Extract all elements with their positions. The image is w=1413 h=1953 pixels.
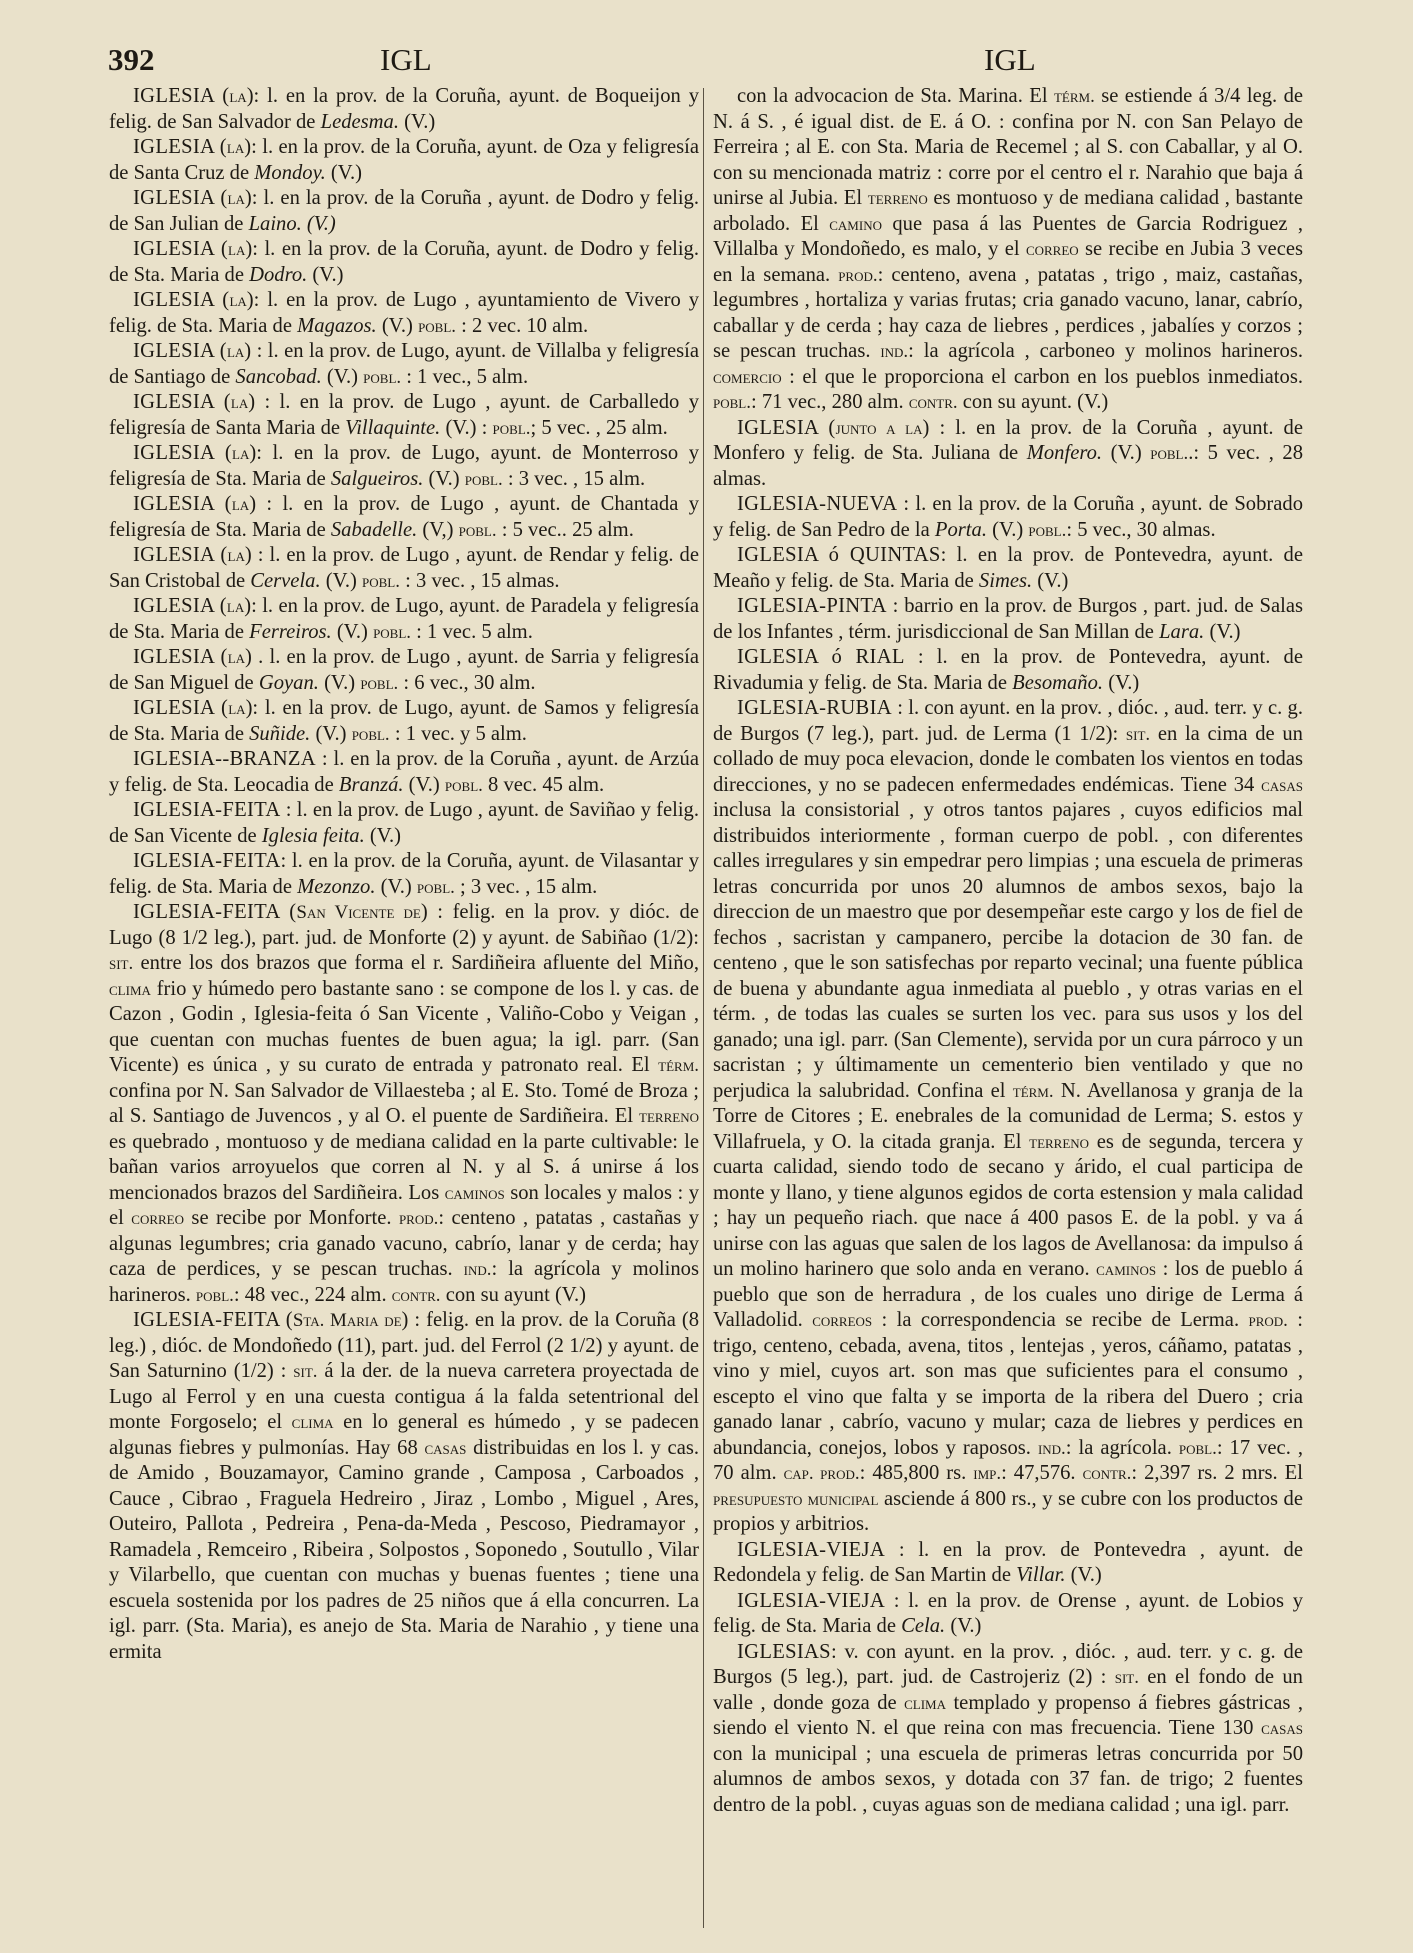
entry-headword: IGLESIA-PINTA [737,595,887,617]
entry-text: casas [1261,774,1303,796]
entry-text: á la der. de la nueva carretera proyectada de Lugo al Ferrol y en una cuesta contigua á la falda setentrional del monte Forgoselo; el [109,1360,699,1433]
dictionary-entry [109,1308,699,1665]
entry-text: correos [812,1310,873,1331]
entry-text: con su ayunt. (V.) [957,391,1109,413]
entry-text: Sabadelle. [330,518,418,541]
entry-headword: IGLESIA ó QUINTAS [737,544,941,566]
entry-text: la [228,698,246,719]
entry-text: Salgueiros. [330,467,424,490]
entry-text: ): l. en la prov. de Lugo , ayuntamiento de Vivero y felig. de Sta. Maria de [109,289,699,337]
entry-text: comercio [713,366,782,388]
dictionary-entry [109,186,699,237]
dictionary-entry [109,594,699,645]
entry-headword: IGLESIA ( [133,646,228,668]
entry-text: Mondoy. [254,161,326,184]
entry-text: caminos [1096,1259,1157,1280]
entry-text: con la municipal ; una escuela de primeras letras concurrida por 50 alumnos de ambos sexos, y dotada con 37 fan. de trigo; 2 fuentes dentro de la pobl. , cuyas aguas son de mediana calidad ; una igl. parr. [713,1742,1303,1816]
entry-text: pobl. [464,468,503,490]
entry-text: la [230,392,249,413]
dictionary-entry [713,696,1303,1538]
entry-text: pobl. [351,723,390,745]
entry-text: ): l. en la prov. de la Coruña, ayunt. de Dodro y felig. de Sta. Maria de [109,238,699,286]
dictionary-entry [109,339,699,390]
running-head-right: IGL [984,42,1036,77]
entry-text: : 47,576. [1001,1462,1083,1484]
entry-text: pobl. [444,774,483,796]
entry-text: terreno [867,188,928,209]
entry-text: térm. [658,1055,699,1076]
entry-text: sit. [293,1361,318,1382]
dictionary-entry [109,84,699,135]
entry-text: : l. con ayunt. en la prov. , dióc. , aud. terr. y c. g. de Burgos (7 leg.), part. jud. de Lerma (1 1/2): [713,697,1303,745]
entry-text: : la agrícola. [1065,1436,1179,1459]
entry-text: (V.) [403,773,445,796]
entry-headword: IGLESIA ( [133,442,233,464]
entry-text: ) : l. en la prov. de la Coruña , ayunt. de Monfero y felig. de Sta. Juliana de [713,416,1303,464]
entry-text: : barrio en la prov. de Burgos , part. jud. de Salas de los Infantes , térm. jurisdiccional de San Millan de [713,595,1303,643]
entry-text: pobl. [1028,519,1067,541]
entry-text: : v. con ayunt. en la prov. , dióc. , aud. terr. y c. g. de Burgos (5 leg.), part. jud. de Castrojeriz (2) : [713,1640,1303,1688]
dictionary-entry [109,441,699,492]
entry-text: son locales y malos : y el [109,1181,699,1229]
dictionary-entry [713,1640,1303,1819]
entry-text: casas [1261,1718,1303,1739]
entry-text: : la agrícola y molinos harineros. [109,1258,699,1306]
entry-text: (V.) [376,314,419,337]
entry-text: : 3 vec. , 15 almas. [399,569,560,592]
entry-text: Mezonzo. [297,875,376,898]
dictionary-entry [713,416,1303,493]
entry-text: (V.) [945,1615,982,1637]
entry-text: : centeno , patatas , castañas y algunas legumbres; cria ganado vacuno, cabrío, lanar y de cerda; hay caza de perdices, y se pescan truchas. [109,1207,699,1280]
entry-text: contr. [908,392,958,413]
entry-text: : trigo, centeno, cebada, avena, titos , lentejas , yeros, cáñamo, patatas , vino y miel, cuyos art. son mas que suficientes para el consumo , escepto el vino que falta y se importa de la ribera del Duero ; cria ganado lanar , cabrío, vacuno y mular; caza de liebres y perdices en abundancia, conejos, lobos y raposos. [713,1309,1303,1459]
entry-text: casas [424,1437,467,1459]
entry-text: pobl. [363,366,402,388]
entry-text: templado y propenso á fiebres gástricas , siendo el viento N. el que reina con mas frecuencia. Tiene 130 [713,1691,1303,1739]
entry-text: Cela. [901,1615,946,1637]
entry-text: (V.) [423,467,465,490]
dictionary-entry [109,849,699,900]
entry-text: pobl. [418,315,457,337]
entry-text: ) . l. en la prov. de Lugo , ayunt. de Sarria y feligresía de San Miguel de [109,646,699,694]
entry-text: inclusa la consistorial , y otros tantos pajares , cuyos edificios mal distribuidos interiormente , forman cuerpo de pobl. , con diferentes calles irregulares y sin empedrar pero limpias ; una escuela de primeras letras concurrida por unos 20 alumnos de ambos sexos, bajo la direccion de un maestro que por desempeñar este cargo y los de fiel de fechos , sacristan y campanero, percibe la dotacion de 30 fan. de centeno , que le son satisfechas por reparto vecinal; una fuente pública de buena y abundante agua inmediata al pueblo , y otras varias en el térm. , de todas las cuales se surten los vec. para sus usos y los del ganado; una igl. parr. (San Clemente), servida por un cura párroco y un sacristan ; y últimamente un cementerio bien ventilado y que no perjudica la salubridad. Confina el [713,799,1303,1102]
dictionary-entry [109,645,699,696]
entry-text: la [229,86,247,107]
entry-text: ): l. en la prov. de la Coruña , ayunt. de Dodro y felig. de San Julian de [109,187,699,235]
entry-text: Simes. [978,569,1033,592]
entry-text: ; 5 vec. , 25 alm. [530,416,668,439]
entry-text: la [227,647,246,668]
entry-headword: IGLESIA-VIEJA [737,1538,886,1561]
entry-text: es de segunda, tercera y cuarta calidad, siendo todo de secano y árido, el cual participa de monte y llano, y tiene algunos egidos de corta estension y mala calidad ; hay un pequeño riach. que nace á 400 pasos E. de la pobl. y va á unirse con las aguas que salen de los lagos de Avellanosa: da impulso á un molino harinero que solo anda en verano. [713,1130,1303,1280]
left-column [109,84,699,1934]
entry-text: Porta. [934,518,987,541]
entry-text: (V.) [986,518,1029,541]
entry-text: entre los dos brazos que forma el r. Sardiñeira afluente del Miño, [133,952,699,974]
entry-text: : l. en la prov. de Pontevedra, ayunt. de Meaño y felig. de Sta. Maria de [713,544,1303,592]
entry-text: 8 vec. 45 alm. [482,773,605,796]
entry-text: Dodro. [249,263,308,286]
entry-text: Sancobad. [235,365,322,388]
entry-text: (V.) [307,263,344,286]
entry-text: : centeno, avena , patatas , trigo , maiz, castañas, legumbres , hortaliza y varias frutas; cria ganado vacuno, lanar, cabrío, caballar y de cerda ; hay caza de liebres , perdices , jabalíes y corzos ; se pescan truchas. [713,263,1303,362]
entry-text: (V,) [417,518,459,541]
dictionary-entry [713,645,1303,696]
entry-text: camino [829,213,882,235]
entry-headword: IGLESIA-NUEVA [737,493,898,515]
entry-text: sit. [109,953,134,974]
dictionary-entry [713,1589,1303,1640]
dictionary-entry [109,900,699,1308]
dictionary-entry [109,747,699,798]
entry-text: la [226,341,245,362]
entry-text: Branzá. [338,773,404,796]
entry-text: se recibe en Jubia 3 veces en la semana. [713,238,1303,286]
entry-text: Ledesma. [320,110,399,133]
entry-text: : l. en la prov. de Orense , ayunt. de Lobios y felig. de Sta. Maria de [713,1589,1303,1637]
entry-text: : 5 vec.. 25 alm. [496,518,634,541]
entry-text: : 2,397 rs. 2 mrs. El [1131,1462,1303,1484]
entry-text: pobl. [713,392,751,413]
entry-text: (V.) [1065,1564,1102,1586]
entry-text: : 17 vec. , 70 alm. [713,1436,1303,1484]
entry-text: pobl. [416,876,455,898]
entry-text: : 71 vec., 280 alm. [750,391,909,413]
entry-text: : l. en la prov. de Lugo , ayunt. de Saviñao y felig. de San Vicente de [109,799,699,847]
entry-text: Sta. Maria de [292,1310,402,1331]
entry-text: ind. [463,1259,492,1280]
entry-text: cap. prod. [783,1463,860,1484]
entry-text: contr. [391,1284,441,1306]
entry-text: Ferreiros. [249,620,332,643]
entry-text: (V.) [325,161,362,184]
entry-text: térm. [1012,1080,1054,1102]
entry-text: : el que le proporciona el carbon en los pueblos inmediatos. [781,365,1303,388]
entry-headword: IGLESIA-VIEJA [737,1589,886,1612]
entry-text: Iglesia feita. [261,824,365,847]
entry-text: correo [131,1208,185,1229]
entry-text: ): l. en la prov. de Lugo, ayunt. de Monterroso y feligresía de Sta. Maria de [109,442,699,490]
entry-text: pobl. [1178,1437,1217,1459]
entry-text: la [226,596,245,617]
dictionary-entry [109,543,699,594]
running-head-left: IGL [380,42,432,77]
entry-text: que pasa á las Puentes de Garcia Rodriguez , Villalba y Mondoñedo, es malo, y el [713,212,1303,260]
entry-text: (V.) [1032,569,1069,592]
entry-text: (V.) [331,620,374,643]
entry-text: se estiende á 3/4 leg. de N. á S. , é igual dist. de E. á O. : confina por N. con San Pelayo de Ferreira ; al E. con Sta. Maria de Recemel ; al S. con Caballar, y al O. con su mencionada matriz : corre por el centro el r. Narahio que baja á unirse al Jubia. El [713,85,1303,209]
entry-text: con la advocacion de Sta. Marina. El [737,85,1054,107]
entry-text: clima [904,1692,946,1714]
entry-text: Villar. [1016,1564,1066,1586]
entry-text: en la cima de un collado de muy poca elevacion, donde le combaten los vientos en todas direcciones, y no se padecen enfermedades endémicas. Tiene 34 [713,722,1303,796]
entry-headword: IGLESIA ( [133,544,228,566]
entry-text: distribuidas en los l. y cas. de Amido , Bouzamayor, Camino grande , Camposa , Carboados , Cauce , Cibrao , Fraguela Hedreiro , Jiraz , Lombo , Miguel , Ares, Outeiro, Pallota , Pedreira , Pena-da-Meda , Pescoso, Piedramayor , Ramadela , Remceiro , Ribeira , Solpostos , Soponedo , Soutullo , Vilar y Vilarbello, que cuentan con muchas y buenas fuentes ; tiene una escuela sostenida por los padres de 25 niños que á ella concurren. La igl. parr. (Sta. Maria), es anejo de Sta. Maria de Narahio , y tiene una ermita [109,1436,699,1663]
entry-text: pobl. [458,519,497,541]
dictionary-entry [109,696,699,747]
entry-text: (V.) [1102,442,1151,464]
entry-text: (V.) [375,875,417,898]
entry-text: frio y húmedo pero bastante sano : se compone de los l. y cas. de Cazon , Godin , Iglesia-feita ó San Vicente , Valiño-Cobo y Veigan , que cuentan con muchas fuentes de buen agua; la igl. parr. (San Vicente) es única , y su curato de entrada y patronato real. El [109,977,699,1076]
dictionary-entry [713,543,1303,594]
entry-headword: IGLESIA ó RIAL [737,646,905,668]
entry-text: (V.) [1204,620,1241,643]
entry-headword: IGLESIA ( [133,493,232,515]
entry-text: Cervela. [250,569,321,592]
entry-text: (V.) [310,722,352,745]
entry-text: ): l. en la prov. de Lugo, ayunt. de Paradela y feligresía de Sta. Maria de [109,595,699,643]
entry-text: pobl. [492,417,531,439]
entry-text: ) : l. en la prov. de Lugo , ayunt. de Carballedo y feligresía de Santa Maria de [109,391,699,439]
dictionary-entry [109,798,699,849]
dictionary-entry [109,237,699,288]
entry-headword: IGLESIA-FEITA [133,799,281,821]
entry-text: terreno [1029,1131,1090,1153]
entry-text: : l. en la prov. de Pontevedra, ayunt. de Rivadumia y felig. de Sta. Maria de [713,646,1303,694]
entry-text: sit. [1125,723,1151,745]
entry-headword: IGLESIA-FEITA ( [133,901,297,923]
entry-headword: IGLESIA ( [737,416,836,439]
entry-text: prod. [398,1208,439,1229]
entry-text: ) : felig. en la prov. y dióc. de Lugo (8 1/2 leg.), part. jud. de Monforte (2) y ayunt. de Sabiñao (1/2): [109,901,699,949]
dictionary-entry [713,1538,1303,1589]
entry-text: ind. [1037,1437,1066,1459]
entry-text: (V.) [321,365,364,388]
entry-text: sit. [1114,1667,1139,1688]
dictionary-entry [109,492,699,543]
entry-text: la [232,443,250,464]
entry-headword: IGLESIA ( [133,187,228,209]
entry-headword: IGLESIA--BRANZA [133,748,316,770]
entry-text: asciende á 800 rs., y se cubre con los productos de propios y arbitrios. [713,1487,1303,1535]
entry-headword: IGLESIA ( [133,238,229,260]
entry-text: .: 5 vec. , 28 almas. [713,442,1303,490]
right-column [713,84,1303,1934]
entry-text: Villaquinte. [345,416,441,439]
entry-text: confina por N. San Salvador de Villaesteba ; al E. Sto. Tomé de Broza ; al S. Santiago de Juvencos , y al O. el puente de Sardiñeira. El [109,1079,699,1127]
dictionary-entry [713,594,1303,645]
entry-text: se recibe por Monforte. [184,1207,399,1229]
entry-text: pobl. [373,621,412,643]
entry-text: pobl. [362,570,400,592]
entry-text: la [228,239,246,260]
entry-headword: IGLESIA ( [133,595,227,617]
entry-text: : l. en la prov. de Pontevedra , ayunt. de Redondela y felig. de San Martin de [713,1538,1303,1586]
entry-text: en el fondo de un valle , donde goza de [713,1666,1303,1714]
entry-text: clima [291,1412,334,1433]
entry-text: (V.) [318,671,361,694]
entry-headword: IGLESIA ( [133,85,230,107]
entry-text: : la agrícola , carboneo y molinos harineros. [908,340,1303,362]
entry-text: : 6 vec., 30 alm. [398,671,536,694]
entry-text: Suñide. [249,722,311,745]
column-divider [703,88,704,1928]
entry-text: ) : felig. en la prov. de la Coruña (8 leg.) , dióc. de Mondoñedo (11), part. jud. del Ferrol (2 1/2) y ayunt. de San Saturnino (1/2) : [109,1309,699,1382]
entry-headword: IGLESIA ( [133,697,229,719]
entry-text: ; 3 vec. , 15 alm. [454,875,598,898]
entry-text: (V.) [320,569,363,592]
entry-text: pobl. [1150,443,1189,464]
entry-text: ): l. en la prov. de la Coruña, ayunt. de Oza y feligresía de Santa Cruz de [109,136,699,184]
entry-text: la [227,188,245,209]
entry-text: : 48 vec., 224 alm. [233,1283,392,1306]
entry-text: (V.) : [440,416,493,439]
entry-text: Lara. [1159,620,1205,643]
entry-text: : la correspondencia se recibe de Lerma. [872,1309,1249,1331]
entry-text: (V.) [1103,671,1140,694]
entry-text: : 485,800 rs. [859,1462,974,1484]
entry-text: Laino. (V.) [248,212,336,235]
entry-text: : 5 vec., 30 almas. [1066,518,1216,541]
entry-text: (V.) [398,110,436,133]
dictionary-entry [713,84,1303,416]
entry-text: pobl. [360,672,399,694]
entry-text: la [227,545,245,566]
entry-text: (V.) [364,824,401,847]
entry-text: presupuesto municipal [713,1488,879,1510]
dictionary-entry [713,492,1303,543]
entry-text: ) : l. en la prov. de Lugo , ayunt. de Chantada y feligresía de Sta. Maria de [109,493,699,541]
entry-headword: IGLESIA ( [133,391,231,413]
entry-text: Goyan. [258,671,319,694]
entry-text: ) : l. en la prov. de Lugo , ayunt. de Rendar y felig. de San Cristobal de [109,544,699,592]
entry-text: la [229,290,247,311]
entry-text: junto a la [835,417,923,439]
entry-text: clima [109,978,151,1000]
entry-text: : 2 vec. 10 alm. [456,314,589,337]
entry-headword: IGLESIA-FEITA ( [133,1309,293,1331]
entry-headword: IGLESIA ( [133,136,227,158]
entry-text: : 1 vec., 5 alm. [401,365,529,388]
entry-text: con su ayunt (V.) [440,1283,587,1306]
entry-text: ind. [880,341,909,362]
entry-text: ): l. en la prov. de Lugo, ayunt. de Samos y feligresía de Sta. Maria de [109,697,699,745]
entry-text: prod. [838,264,878,286]
entry-text: : 1 vec. 5 alm. [411,620,533,643]
entry-text: es quebrado , montuoso y de mediana calidad en la parte cultivable: le bañan varios arroyuelos que corren al N. y al S. á unirse á los mencionados brazos del Sardiñeira. Los [109,1130,699,1204]
entry-text: Magazos. [297,314,377,337]
dictionary-entry [109,390,699,441]
entry-text: caminos [444,1182,505,1204]
entry-text: terreno [639,1106,699,1127]
entry-text: es montuoso y de mediana calidad , bastante arbolado. El [713,187,1303,235]
entry-text: prod. [1248,1310,1288,1331]
entry-headword: IGLESIA-RUBIA [737,697,892,719]
entry-text: : l. en la prov. de la Coruña , ayunt. de Arzúa y felig. de Sta. Leocadia de [109,748,699,796]
entry-headword: IGLESIA ( [133,340,227,362]
dictionary-entry [109,288,699,339]
entry-text: correo [1025,239,1079,260]
entry-text: San Vicente de [296,902,421,923]
entry-text: contr. [1082,1463,1132,1484]
dictionary-entry [109,135,699,186]
entry-headword: IGLESIA-FEITA [133,850,281,872]
entry-text: en lo general es húmedo , y se padecen algunas fiebres y pulmonías. Hay 68 [109,1411,699,1459]
entry-text: : 1 vec. y 5 alm. [389,722,527,745]
entry-headword: IGLESIAS [737,1640,831,1663]
entry-text: N. Avellanosa y granja de la Torre de Citores ; E. enebrales de la comunidad de Lerma; S. estos y Villafruela, y O. la citada granja. El [713,1079,1303,1153]
page-number: 392 [108,42,155,77]
entry-text: : l. en la prov. de la Coruña , ayunt. de Sobrado y felig. de San Pedro de la [713,493,1303,541]
entry-text: : l. en la prov. de la Coruña, ayunt. de Vilasantar y felig. de Sta. Maria de [109,850,699,898]
entry-text: Monfero. [1026,442,1103,464]
entry-text: térm. [1053,86,1095,107]
entry-text: imp. [973,1463,1002,1484]
entry-text: pobl. [195,1284,234,1306]
entry-text: : los de pueblo á pueblo que son de herradura , de los cuales uno dirige de Lerma á Valladolid. [713,1258,1303,1331]
entry-headword: IGLESIA ( [133,289,230,311]
entry-text: la [226,137,245,158]
entry-text: : 3 vec. , 15 alm. [502,467,646,490]
entry-text: Besomaño. [1012,671,1104,694]
entry-text: ): l. en la prov. de la Coruña, ayunt. de Boqueijon y felig. de San Salvador de [109,85,699,133]
entry-text: ) : l. en la prov. de Lugo, ayunt. de Villalba y feligresía de Santiago de [109,340,699,388]
entry-text: la [231,494,250,515]
